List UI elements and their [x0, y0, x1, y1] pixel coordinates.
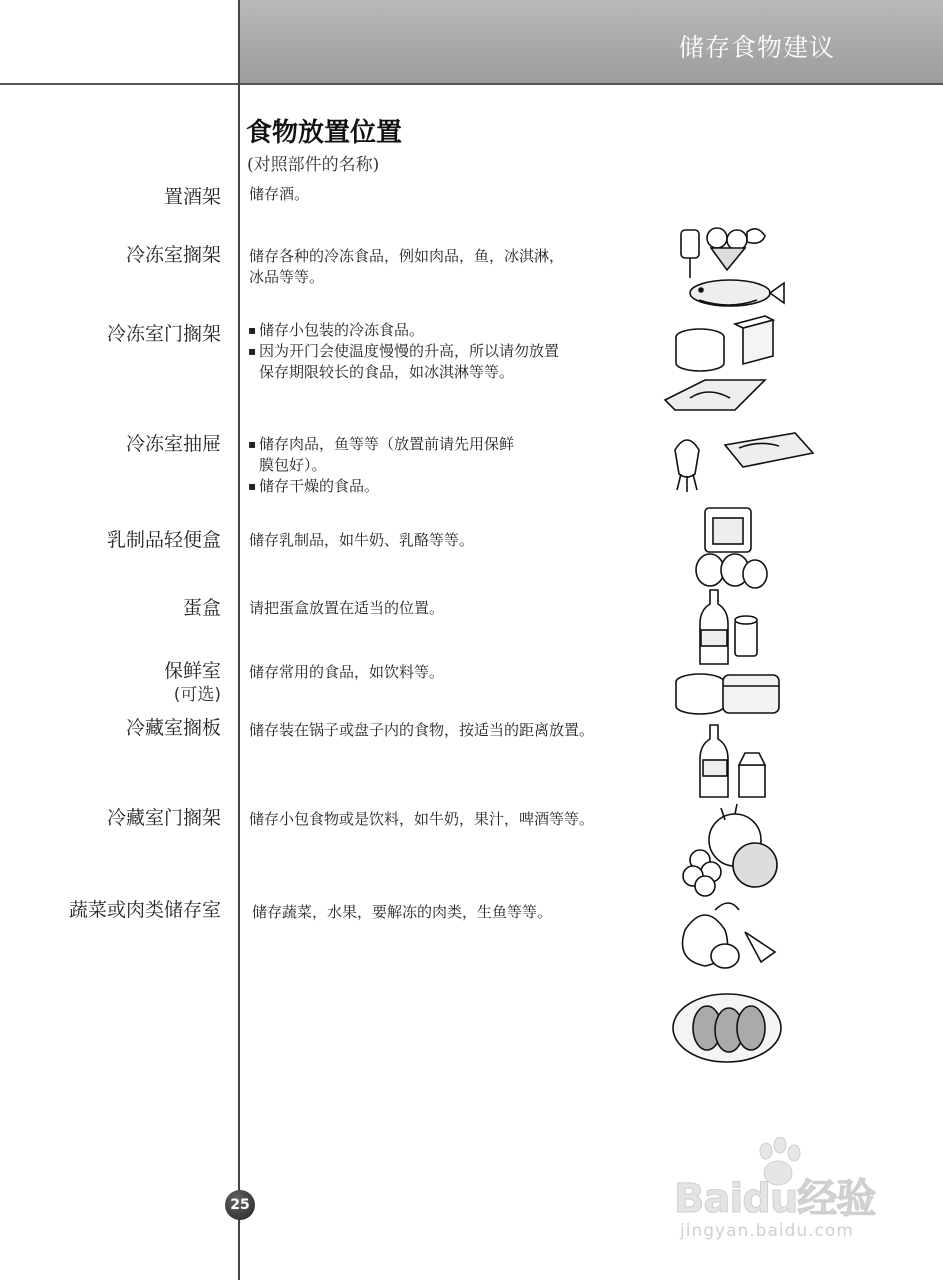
label-freezer-door-shelf: 冷冻室门搁架	[106, 323, 221, 345]
column-divider	[238, 0, 240, 1280]
cans-and-box-icon	[676, 316, 773, 371]
label-optional: (可选)	[173, 685, 221, 705]
bullet-item	[249, 476, 649, 497]
label-dairy-box: 乳制品轻便盒	[106, 529, 221, 551]
desc-line: 冰品等等。	[249, 268, 325, 286]
bullet-line: ▪ 储存小包装的冷冻食品。	[259, 321, 425, 339]
label-fridge-door-shelf: 冷藏室门搁架	[106, 807, 221, 829]
ice-cream-icon	[681, 228, 765, 278]
food-containers-icon	[676, 674, 779, 714]
frozen-tray-icon	[665, 380, 765, 410]
watermark	[668, 1137, 898, 1247]
desc-fridge-door-shelf: 储存小包食物或是饮料，如牛奶，果汁，啤酒等等。	[249, 810, 595, 828]
bullet-line: ▪ 储存肉品，鱼等等（放置前请先用保鲜	[259, 435, 515, 453]
desc-freezer-shelf	[249, 246, 649, 288]
bullet-line: ▪ 因为开门会使温度慢慢的升高，所以请勿放置	[259, 342, 560, 360]
section-subtitle: (对照部件的名称)	[247, 155, 380, 175]
desc-dairy-box: 储存乳制品，如牛奶、乳酪等等。	[249, 531, 475, 549]
header-title: 储存食物建议	[678, 33, 835, 62]
desc-freezer-door-shelf	[249, 320, 649, 383]
desc-fridge-shelf: 储存装在锅子或盘子内的食物，按适当的距离放置。	[249, 721, 595, 739]
bottle-and-carton-icon	[700, 725, 765, 797]
bullet-line: 膜包好）。	[259, 456, 327, 474]
milk-and-eggs-icon	[696, 508, 767, 588]
squid-and-meat-icon	[675, 433, 813, 492]
label-freezer-shelf: 冷冻室搁架	[125, 244, 221, 266]
header-divider	[0, 83, 943, 85]
watermark-logo: Baidu经验	[674, 1176, 876, 1222]
bullet-item	[249, 434, 649, 476]
desc-fresh-room: 储存常用的食品，如饮料等。	[249, 663, 445, 681]
vegetables-icon	[683, 903, 776, 968]
fish-icon	[690, 280, 784, 306]
label-fresh-room	[164, 659, 221, 707]
section-title: 食物放置位置	[246, 118, 403, 148]
meat-steaks-icon	[673, 994, 781, 1062]
fruits-icon	[683, 804, 777, 896]
food-illustrations	[655, 220, 825, 1070]
bullet-line: 保存期限较长的食品，如冰淇淋等等。	[259, 363, 515, 381]
label-fridge-shelf: 冷藏室搁板	[125, 717, 221, 739]
label-crisper: 蔬菜或肉类储存室	[68, 899, 221, 921]
desc-egg-box: 请把蛋盒放置在适当的位置。	[249, 599, 445, 617]
label-egg-box: 蛋盒	[182, 597, 221, 619]
desc-freezer-drawer	[249, 434, 649, 497]
bullet-item	[249, 341, 649, 383]
bullet-item	[249, 320, 649, 341]
watermark-url: jingyan.baidu.com	[680, 1221, 854, 1241]
page-number: 25	[225, 1190, 255, 1220]
bullet-line: ▪ 储存干燥的食品。	[259, 477, 380, 495]
desc-wine-rack: 储存酒。	[249, 185, 310, 203]
label-freezer-drawer: 冷冻室抽屉	[125, 433, 221, 455]
desc-crisper: 储存蔬菜，水果，要解冻的肉类，生鱼等等。	[252, 903, 553, 921]
bottle-and-can-icon	[700, 590, 757, 664]
header-band	[240, 0, 943, 83]
desc-line: 储存各种的冷冻食品，例如肉品，鱼，冰淇淋，	[249, 247, 565, 265]
label-main: 保鲜室	[163, 660, 221, 682]
label-wine-rack: 置酒架	[163, 186, 221, 208]
